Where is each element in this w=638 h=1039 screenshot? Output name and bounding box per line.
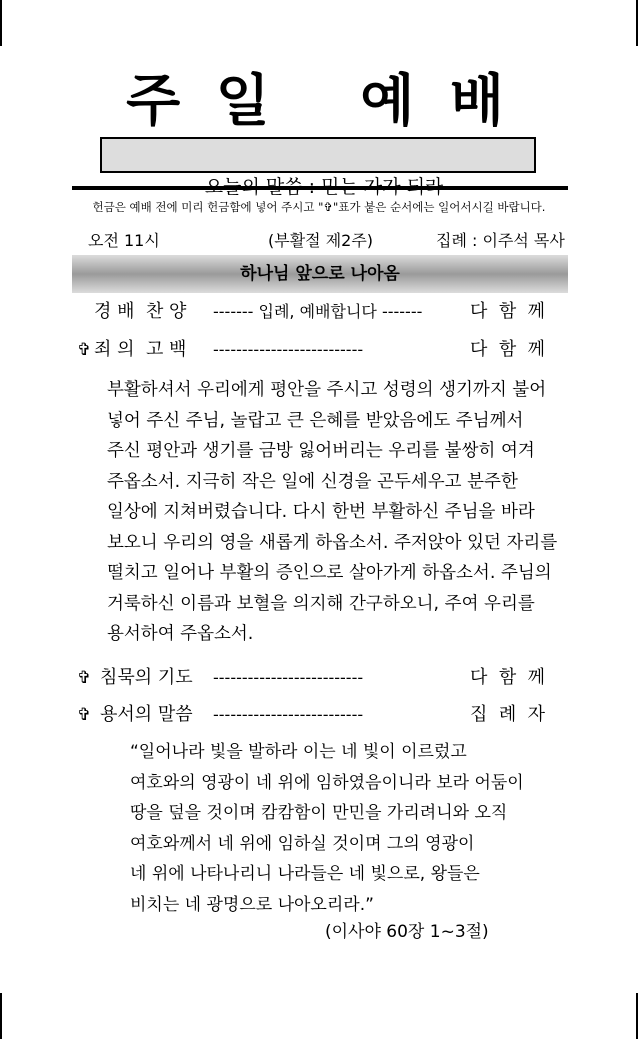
confession-line: 일상에 지쳐버렸습니다. 다시 한번 부활하신 주님을 바라 <box>107 502 535 522</box>
absolution-scripture <box>130 737 530 920</box>
confession-line: 보오니 우리의 영을 새롭게 하옵소서. 주저앉아 있던 자리를 <box>107 532 558 553</box>
sermon-theme-box <box>100 137 536 173</box>
crop-mark-top-left <box>0 0 2 46</box>
confession-line: 거룩하신 이름과 보혈을 의지해 간구하오니, 주여 우리를 <box>107 593 535 614</box>
divider <box>72 186 568 190</box>
order-item-detail: ------- 입례, 예배합니다 ------- <box>213 302 423 321</box>
confession-line: 주옵소서. 지극히 작은 일에 신경을 곤두세우고 분주한 <box>107 471 518 492</box>
stand-cross-icon: ✞ <box>77 668 92 688</box>
confession-prayer <box>107 375 558 650</box>
confession-line: 떨치고 일어나 부활의 증인으로 살아가게 하옵소서. 주님의 <box>107 563 552 583</box>
scripture-line: 네 위에 나타나리니 나라들은 네 빛으로, 왕들은 <box>130 864 480 884</box>
crop-mark-bottom-left <box>0 993 2 1039</box>
liturgical-season: (부활절 제2주) <box>268 231 374 250</box>
confession-line: 부활하셔서 우리에게 평안을 주시고 성령의 생기까지 불어 <box>107 380 547 400</box>
order-item-participant: 다 함 께 <box>470 339 546 360</box>
scripture-line: 여호와의 영광이 네 위에 임하였음이니라 보라 어둠이 <box>130 772 524 793</box>
order-item-name: 침묵의 기도 <box>100 667 193 688</box>
scripture-line: 땅을 덮을 것이며 캄캄함이 만민을 가리려니와 오직 <box>130 803 508 823</box>
confession-line: 넣어 주신 주님, 놀랍고 큰 은혜를 받았음에도 주님께서 <box>107 410 524 431</box>
section-header <box>72 255 568 293</box>
service-leader: 집례 : 이주석 목사 <box>436 231 565 250</box>
order-item-participant: 집 례 자 <box>470 704 546 725</box>
scripture-line: “일어나라 빛을 발하라 이는 네 빛이 이르렀고 <box>130 742 467 762</box>
order-item-participant: 다 함 께 <box>470 301 546 322</box>
order-item-leader-line: -------------------------- <box>213 340 364 359</box>
order-item-name: 경 배 찬 양 <box>94 301 187 322</box>
order-item-name: 용서의 말씀 <box>100 704 193 725</box>
scripture-reference: (이사야 60장 1~3절) <box>325 922 489 942</box>
order-item-leader-line: -------------------------- <box>213 705 364 724</box>
stand-cross-icon: ✞ <box>77 340 92 360</box>
section-title: 하나님 앞으로 나아옴 <box>240 264 400 284</box>
confession-line: 주신 평안과 생기를 금방 잃어버리는 우리를 불쌍히 여겨 <box>107 441 535 461</box>
order-item-leader-line: -------------------------- <box>213 668 364 687</box>
confession-line: 용서하여 주옵소서. <box>107 624 254 644</box>
service-time: 오전 11시 <box>88 231 160 250</box>
order-item-name: 죄 의 고 백 <box>94 339 187 360</box>
stand-cross-icon: ✞ <box>77 705 92 725</box>
scripture-line: 비치는 네 광명으로 나아오리라.” <box>130 894 374 915</box>
offering-notice: 헌금은 예배 전에 미리 헌금함에 넣어 주시고 "✞"표가 붙은 순서에는 일어서시길 바랍니다. <box>92 200 546 214</box>
scripture-line: 여호와께서 네 위에 임하실 것이며 그의 영광이 <box>130 833 475 854</box>
order-item-participant: 다 함 께 <box>470 667 546 688</box>
page-title: 주 일 예 배 <box>126 69 512 134</box>
